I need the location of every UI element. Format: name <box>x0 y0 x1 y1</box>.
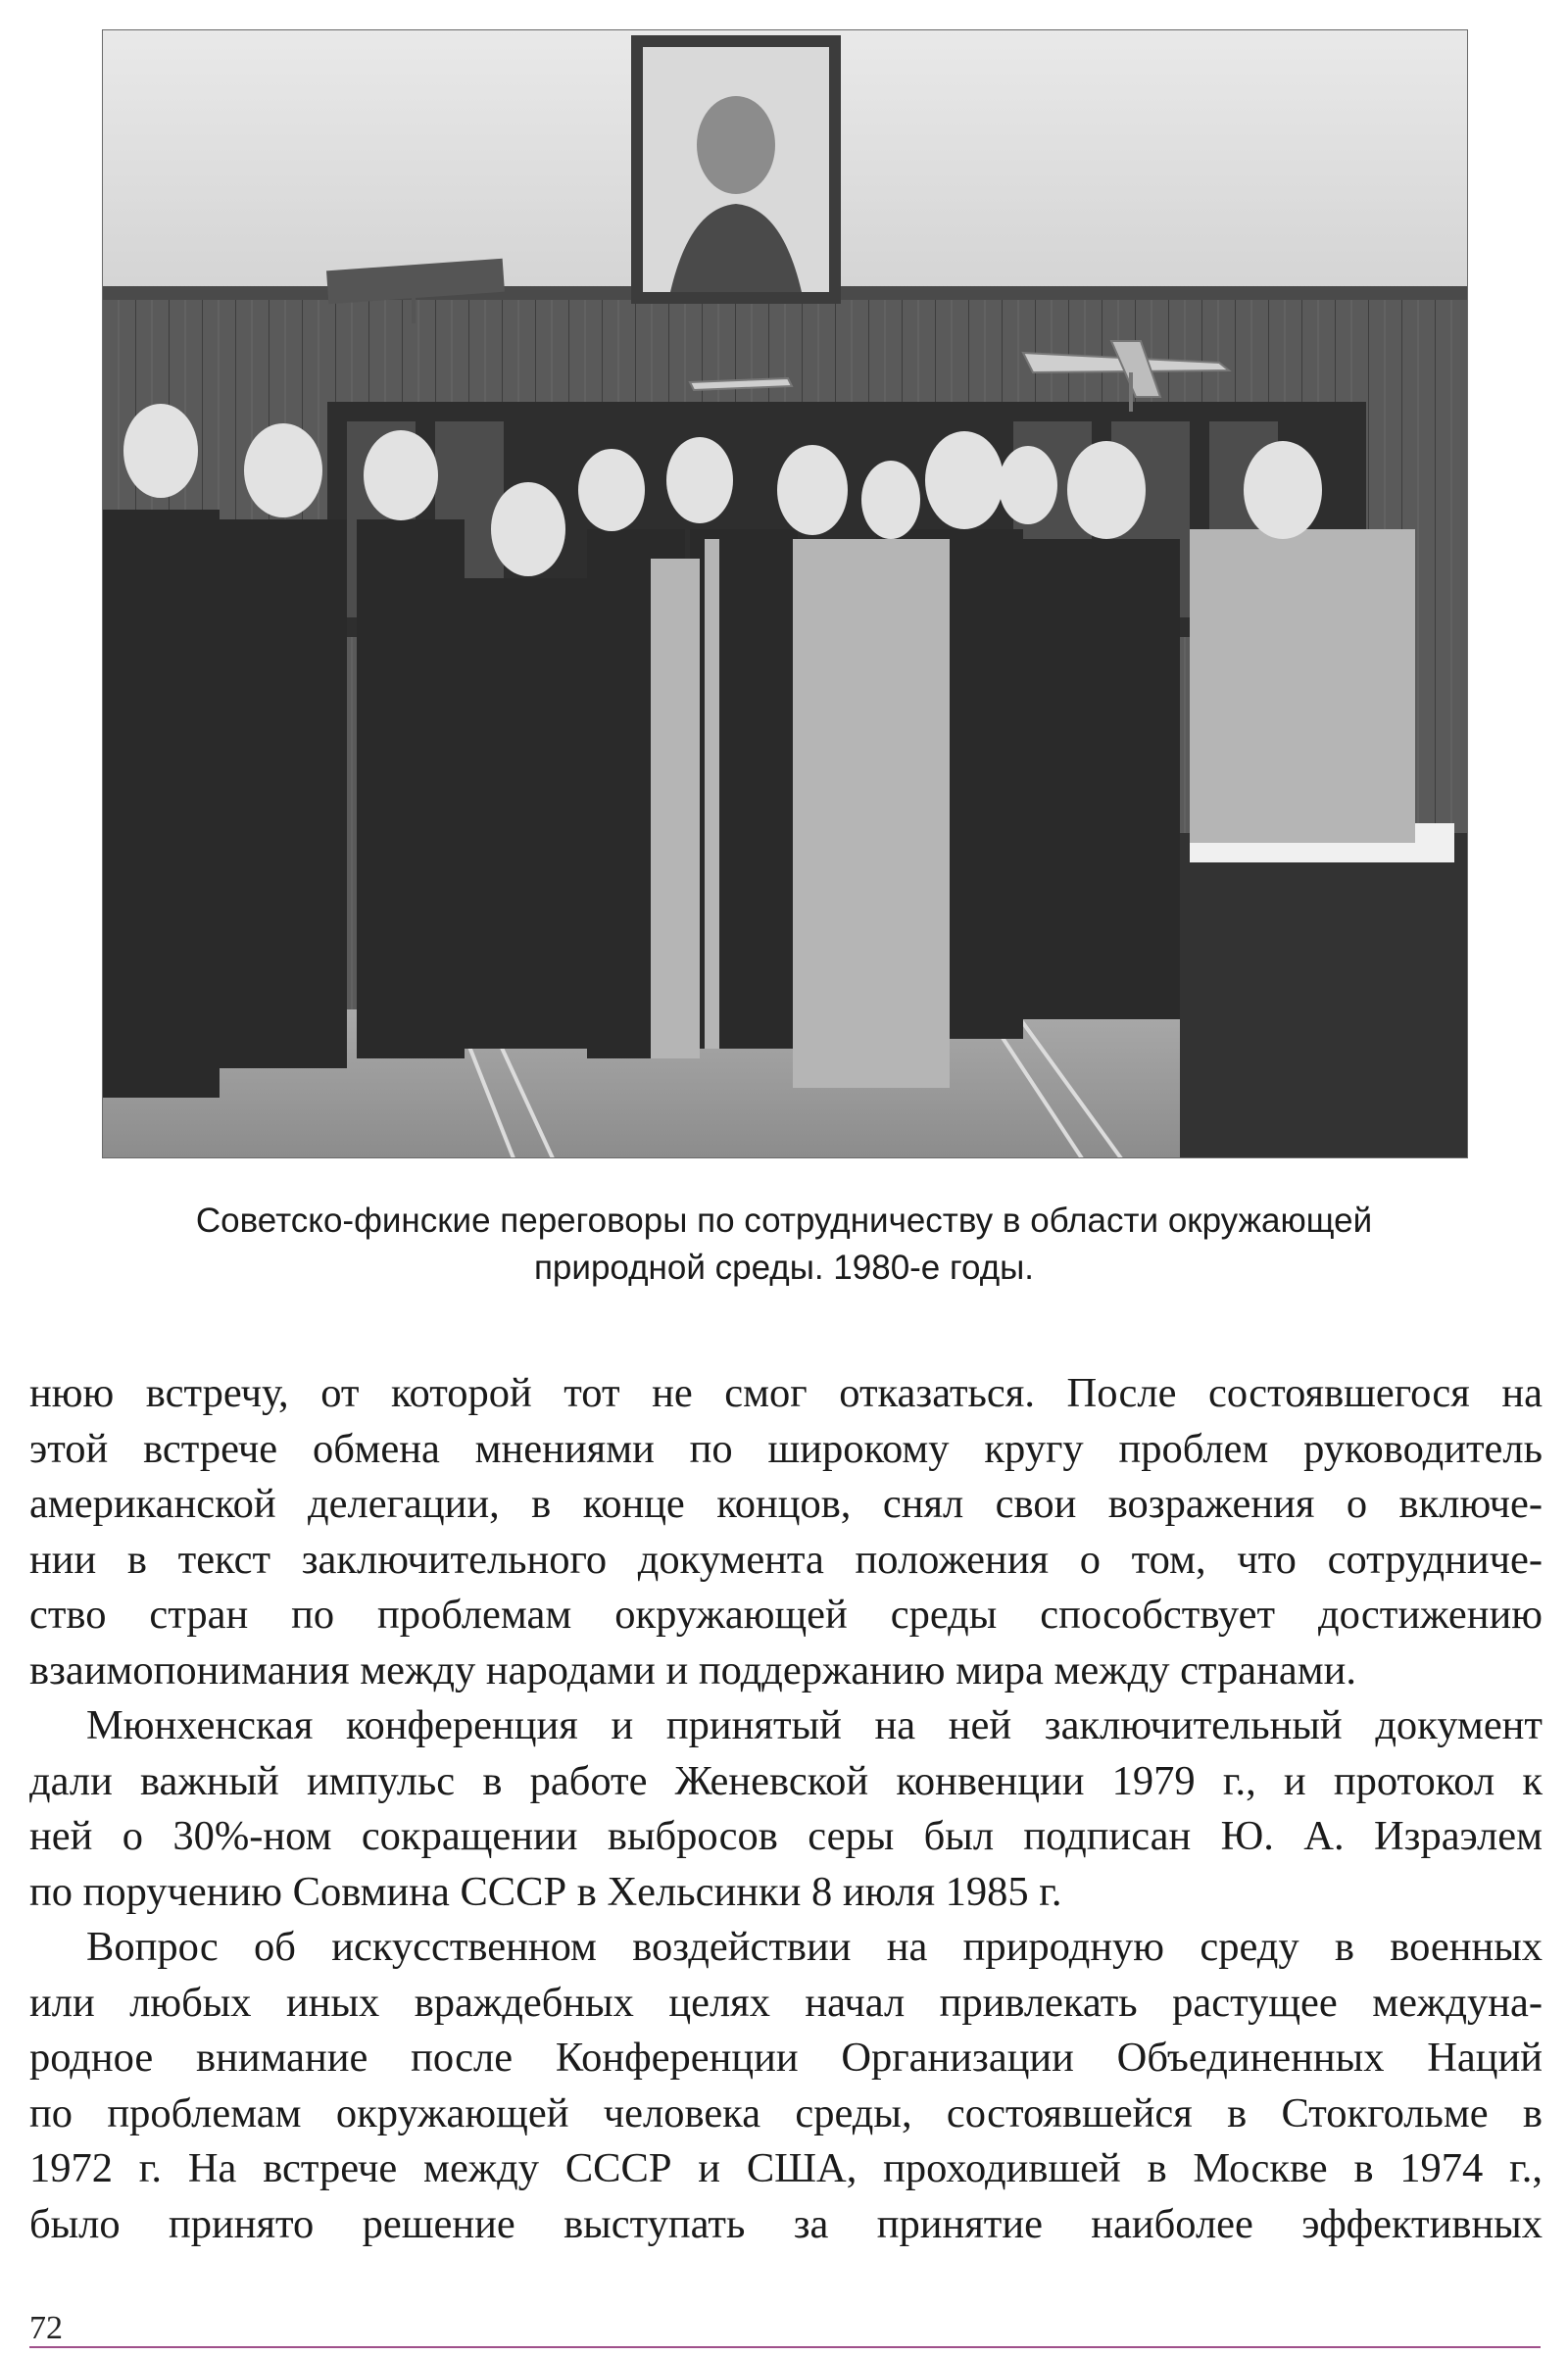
photo-caption <box>59 1198 1509 1292</box>
paragraph <box>29 1698 1543 1920</box>
body-text <box>29 1366 1543 2252</box>
group-photo-icon <box>102 29 1468 1158</box>
caption-line: природной среды. 1980-е годы. <box>533 1249 1034 1287</box>
footer-rule <box>29 2346 1541 2348</box>
text-line: родное внимание после Конференции Организации Объединенных Наций <box>29 2035 1543 2081</box>
text-line: Вопрос об искусственном воздействии на природную среду в военных <box>86 1924 1543 1970</box>
text-line: взаимопонимания между народами и поддержанию мира между странами. <box>29 1646 1357 1693</box>
text-line: Мюнхенская конференция и принятый на ней заключительный документ <box>86 1702 1543 1748</box>
group-photo <box>102 29 1468 1158</box>
text-line: нии в текст заключительного документа положения о том, что сотрудниче- <box>29 1536 1543 1583</box>
paragraph <box>29 1920 1543 2252</box>
page-number: 72 <box>29 2310 63 2346</box>
paragraph <box>29 1366 1543 1698</box>
text-line: дали важный импульс в работе Женевской конвенции 1979 г., и протокол к <box>29 1757 1543 1804</box>
text-line: ней о 30%-ном сокращении выбросов серы был подписан Ю. А. Израэлем <box>29 1813 1543 1859</box>
text-line: 1972 г. На встрече между СССР и США, проходившей в Москве в 1974 г., <box>29 2145 1543 2191</box>
text-line: нюю встречу, от которой тот не смог отказаться. После состоявшегося на <box>29 1370 1543 1416</box>
caption-line: Советско-финские переговоры по сотрудничеству в области окружающей <box>195 1202 1373 1240</box>
text-line: ство стран по проблемам окружающей среды способствует достижению <box>29 1592 1543 1638</box>
text-line: этой встрече обмена мнениями по широкому кругу проблем руководитель <box>29 1425 1543 1472</box>
text-line: по проблемам окружающей человека среды, состоявшейся в Стокгольме в <box>29 2089 1543 2136</box>
text-line: американской делегации, в конце концов, снял свои возражения о включе- <box>29 1481 1543 1527</box>
text-line: или любых иных враждебных целях начал привлекать растущее междуна- <box>29 1979 1543 2026</box>
text-line: по поручению Совмина СССР в Хельсинки 8 июля 1985 г. <box>29 1868 1062 1915</box>
text-line: было принято решение выступать за принятие наиболее эффективных <box>29 2200 1543 2247</box>
